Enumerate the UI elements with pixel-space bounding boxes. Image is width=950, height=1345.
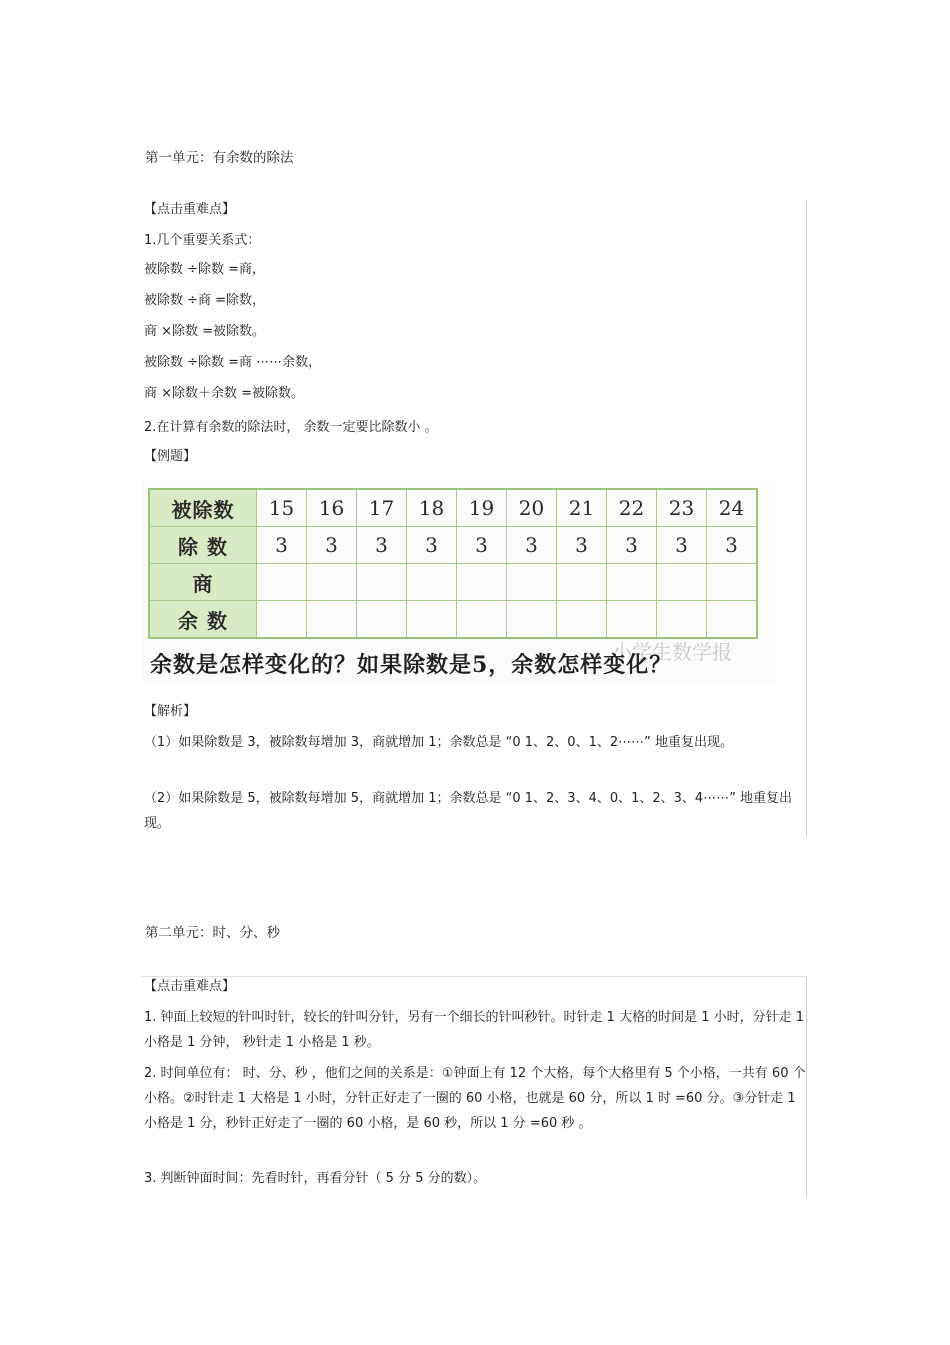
unit2-content-box	[142, 976, 807, 1197]
unit2-point-1: 1. 钟面上较短的针叫时针，较长的针叫分针，另有一个细长的针叫秒针。时针走 1 大格的时间是 1 小时，分针走 1 小格是 1 分钟， 秒针走 1 小格是 1 秒。	[144, 1010, 805, 1050]
divisor-cell: 3	[507, 527, 557, 564]
dividend-cell: 21	[557, 489, 607, 527]
quotient-cell	[657, 564, 707, 601]
row-header: 除 数	[149, 527, 257, 564]
table-row-remainder	[149, 601, 757, 639]
unit2-key-points-header: 【点击重难点】	[144, 979, 236, 994]
row-header: 被除数	[149, 489, 257, 527]
unit1-point-1: 1.几个重要关系式：	[144, 233, 261, 248]
quotient-cell	[457, 564, 507, 601]
watermark-text: 小学生数学报	[612, 640, 732, 664]
unit1-point-2: 2.在计算有余数的除法时， 余数一定要比除数小 。	[144, 420, 438, 435]
table-row-divisor	[149, 527, 757, 564]
example-table-image	[142, 481, 776, 684]
quotient-cell	[307, 564, 357, 601]
unit1-title: 第一单元：有余数的除法	[145, 150, 294, 166]
divisor-cell: 3	[407, 527, 457, 564]
row-header: 商	[149, 564, 257, 601]
divisor-cell: 3	[457, 527, 507, 564]
quotient-cell	[607, 564, 657, 601]
analysis-1: （1）如果除数是 3，被除数每增加 3，商就增加 1；余数总是 “0 1、2、0、1、2⋯⋯” 地重复出现。	[144, 735, 733, 750]
divisor-cell: 3	[307, 527, 357, 564]
dividend-cell: 24	[707, 489, 758, 527]
dividend-cell: 18	[407, 489, 457, 527]
divisor-cell: 3	[357, 527, 407, 564]
remainder-cell	[557, 601, 607, 639]
unit2-point-3: 3. 判断钟面时间：先看时针，再看分针（ 5 分 5 分的数）。	[144, 1171, 487, 1186]
example-header: 【例题】	[144, 449, 197, 464]
dividend-cell: 22	[607, 489, 657, 527]
analysis-2: （2）如果除数是 5，被除数每增加 5，商就增加 1；余数总是 “0 1、2、3、4、0、1、2、3、4⋯⋯” 地重复出现。	[144, 791, 793, 831]
example-question: 余数是怎样变化的？如果除数是5，余数怎样变化？	[150, 652, 673, 678]
divisor-cell: 3	[707, 527, 758, 564]
remainder-cell	[307, 601, 357, 639]
dividend-cell: 19	[457, 489, 507, 527]
dividend-cell: 16	[307, 489, 357, 527]
relation-5: 商 ×除数＋余数 =被除数。	[144, 386, 305, 401]
remainder-cell	[607, 601, 657, 639]
quotient-cell	[257, 564, 307, 601]
relation-2: 被除数 ÷商 =除数，	[144, 293, 266, 308]
quotient-cell	[407, 564, 457, 601]
quotient-cell	[357, 564, 407, 601]
unit1-key-points-header: 【点击重难点】	[144, 202, 236, 217]
table-row-quotient	[149, 564, 757, 601]
dividend-cell: 15	[257, 489, 307, 527]
remainder-cell	[257, 601, 307, 639]
relation-3: 商 ×除数 =被除数。	[144, 324, 266, 339]
remainder-cell	[507, 601, 557, 639]
unit2-point-2: 2. 时间单位有： 时、分、秒 ，他们之间的关系是：①钟面上有 12 个大格，每个大格里有 5 个小格，一共有 60 个小格。②时针走 1 大格是 1 小时，分针正好走了一圈的 60 小格，也就是 60 分，所以 1 时 =60 分。③分针走 1 小格是 1 分，秒针正好走了一圈的 60 小格，是 60 秒，所以 1 分 =60 秒 。	[144, 1066, 806, 1131]
example-table	[148, 488, 758, 639]
dividend-cell: 17	[357, 489, 407, 527]
remainder-cell	[657, 601, 707, 639]
dividend-cell: 20	[507, 489, 557, 527]
remainder-cell	[707, 601, 758, 639]
divisor-cell: 3	[257, 527, 307, 564]
remainder-cell	[357, 601, 407, 639]
quotient-cell	[557, 564, 607, 601]
remainder-cell	[457, 601, 507, 639]
divisor-cell: 3	[607, 527, 657, 564]
quotient-cell	[707, 564, 758, 601]
row-header: 余 数	[149, 601, 257, 639]
divisor-cell: 3	[657, 527, 707, 564]
relation-1: 被除数 ÷除数 =商，	[144, 262, 266, 277]
dividend-cell: 23	[657, 489, 707, 527]
unit2-title: 第二单元：时、分、秒	[145, 925, 280, 941]
table-row-dividend	[149, 489, 757, 527]
remainder-cell	[407, 601, 457, 639]
divisor-cell: 3	[557, 527, 607, 564]
quotient-cell	[507, 564, 557, 601]
analysis-header: 【解析】	[144, 704, 197, 719]
relation-4: 被除数 ÷除数 =商 ⋯⋯余数，	[144, 355, 322, 370]
